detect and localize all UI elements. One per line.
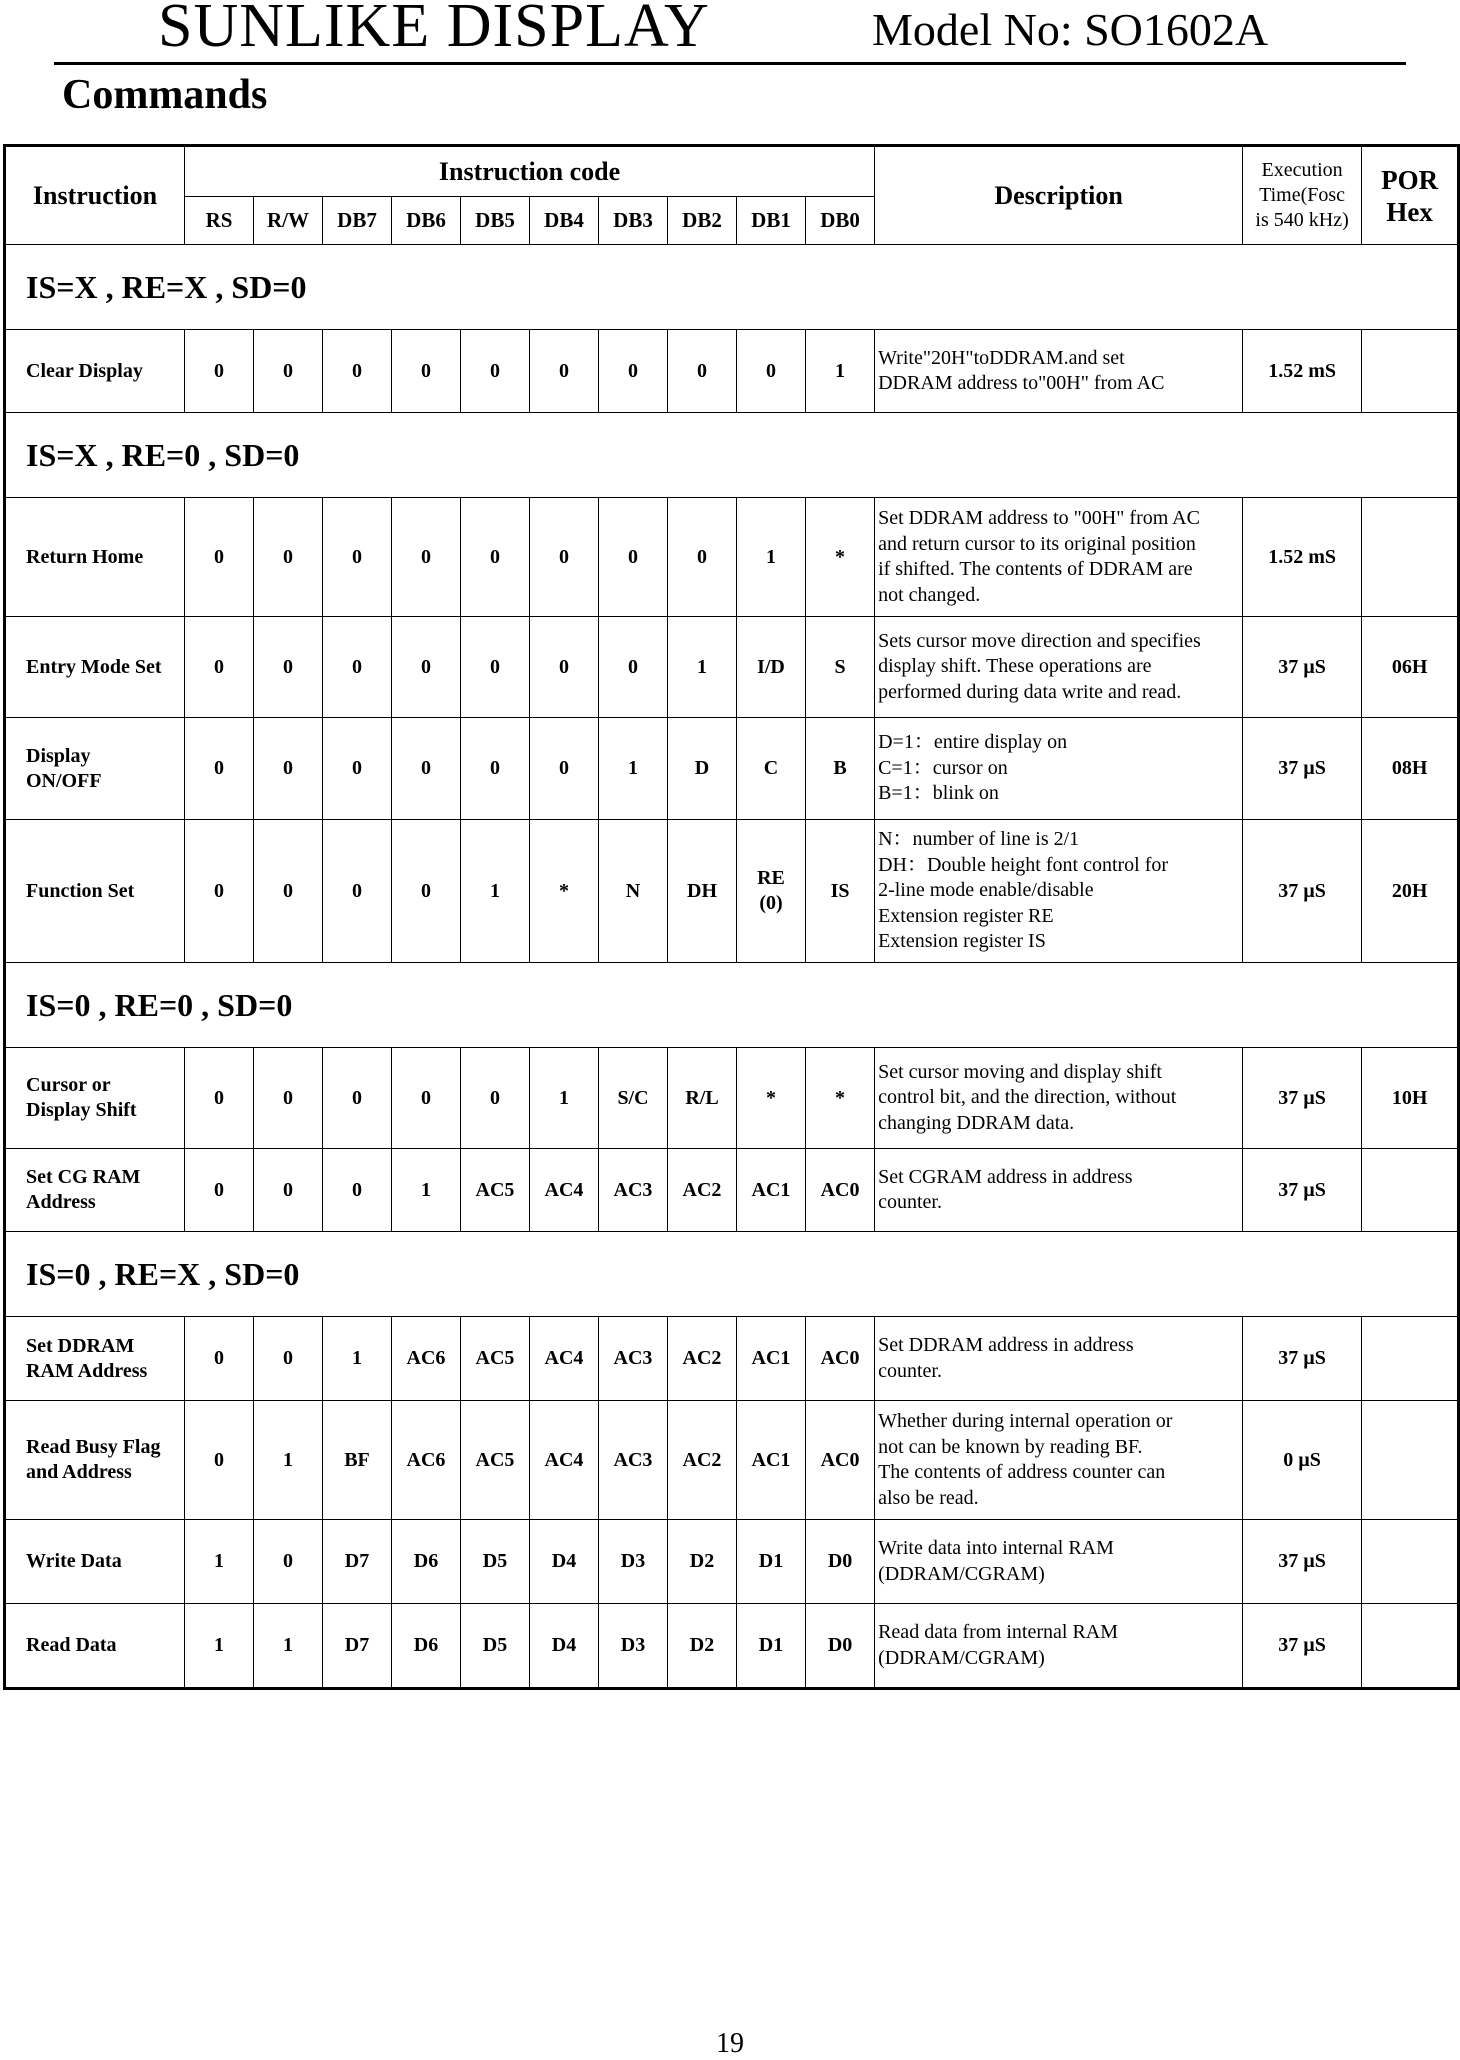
section-mode-label: IS=0 , RE=X , SD=0 — [5, 1232, 1459, 1317]
header-description: Description — [875, 146, 1243, 245]
bit-cell: D2 — [668, 1520, 737, 1604]
bit-cell: AC5 — [461, 1401, 530, 1520]
bit-cell: 1 — [323, 1317, 392, 1401]
bit-header: DB4 — [530, 197, 599, 245]
bit-cell: 0 — [185, 1149, 254, 1232]
bit-cell: AC0 — [806, 1149, 875, 1232]
bit-cell: AC1 — [737, 1401, 806, 1520]
bit-cell: 0 — [668, 330, 737, 413]
bit-cell: AC0 — [806, 1317, 875, 1401]
bit-cell: D4 — [530, 1604, 599, 1689]
bit-cell: 1 — [185, 1520, 254, 1604]
bit-cell: AC4 — [530, 1317, 599, 1401]
bit-cell: 0 — [185, 1048, 254, 1149]
bit-cell: 0 — [530, 498, 599, 617]
description-cell: D=1：entire display on C=1：cursor on B=1：blink on — [875, 718, 1243, 820]
bit-cell: D6 — [392, 1604, 461, 1689]
bit-cell: 0 — [185, 718, 254, 820]
bit-cell: 0 — [530, 617, 599, 718]
bit-cell: 0 — [392, 330, 461, 413]
bit-cell: D7 — [323, 1604, 392, 1689]
bit-header: DB0 — [806, 197, 875, 245]
bit-cell: 0 — [254, 1317, 323, 1401]
bit-cell: 1 — [806, 330, 875, 413]
bit-cell: 0 — [530, 330, 599, 413]
bit-cell: 0 — [323, 1048, 392, 1149]
bit-cell: AC2 — [668, 1149, 737, 1232]
execution-time-cell: 37 µS — [1243, 820, 1362, 963]
table-row — [5, 718, 1459, 820]
execution-time-cell: 37 µS — [1243, 718, 1362, 820]
table-row — [5, 498, 1459, 617]
bit-cell: * — [806, 1048, 875, 1149]
bit-cell: AC5 — [461, 1149, 530, 1232]
instruction-name: Return Home — [5, 498, 185, 617]
bit-cell: 1 — [599, 718, 668, 820]
por-hex-cell: 10H — [1362, 1048, 1459, 1149]
bit-cell: IS — [806, 820, 875, 963]
por-hex-cell — [1362, 1604, 1459, 1689]
bit-cell: D5 — [461, 1604, 530, 1689]
por-hex-cell — [1362, 1401, 1459, 1520]
bit-header: R/W — [254, 197, 323, 245]
bit-cell: 0 — [323, 617, 392, 718]
bit-cell: AC3 — [599, 1317, 668, 1401]
bit-cell: 0 — [392, 498, 461, 617]
bit-cell: 0 — [185, 617, 254, 718]
bit-cell: D2 — [668, 1604, 737, 1689]
bit-cell: D7 — [323, 1520, 392, 1604]
execution-time-cell: 37 µS — [1243, 617, 1362, 718]
bit-cell: AC2 — [668, 1401, 737, 1520]
execution-time-cell: 1.52 mS — [1243, 330, 1362, 413]
instruction-name: Read Busy Flag and Address — [5, 1401, 185, 1520]
section-mode-label: IS=X , RE=X , SD=0 — [5, 245, 1459, 330]
bit-header: DB3 — [599, 197, 668, 245]
bit-cell: AC3 — [599, 1401, 668, 1520]
bit-header: RS — [185, 197, 254, 245]
section-mode-label: IS=0 , RE=0 , SD=0 — [5, 963, 1459, 1048]
por-hex-cell: 08H — [1362, 718, 1459, 820]
header-por-hex: POR Hex — [1362, 146, 1459, 245]
header-execution-time: Execution Time(Fosc is 540 kHz) — [1243, 146, 1362, 245]
table-row — [5, 617, 1459, 718]
header-instruction-code: Instruction code — [185, 146, 875, 197]
bit-cell: 0 — [323, 1149, 392, 1232]
por-hex-cell — [1362, 1317, 1459, 1401]
bit-cell: AC5 — [461, 1317, 530, 1401]
bit-cell: AC4 — [530, 1149, 599, 1232]
bit-cell: 1 — [737, 498, 806, 617]
bit-cell: 0 — [392, 617, 461, 718]
bit-cell: * — [530, 820, 599, 963]
table-row — [5, 1317, 1459, 1401]
bit-cell: * — [737, 1048, 806, 1149]
por-hex-cell — [1362, 498, 1459, 617]
bit-cell: AC1 — [737, 1149, 806, 1232]
bit-cell: 0 — [254, 1520, 323, 1604]
bit-cell: AC6 — [392, 1401, 461, 1520]
execution-time-cell: 37 µS — [1243, 1520, 1362, 1604]
description-cell: Whether during internal operation or not can be known by reading BF. The contents of address counter can also be read. — [875, 1401, 1243, 1520]
table-row — [5, 1149, 1459, 1232]
bit-cell: 0 — [185, 820, 254, 963]
bit-cell: AC1 — [737, 1317, 806, 1401]
bit-cell: S/C — [599, 1048, 668, 1149]
instruction-name: Read Data — [5, 1604, 185, 1689]
bit-cell: 1 — [254, 1604, 323, 1689]
bit-cell: 0 — [323, 330, 392, 413]
bit-cell: 0 — [323, 820, 392, 963]
model-number: Model No: SO1602A — [872, 4, 1269, 55]
execution-time-cell: 37 µS — [1243, 1317, 1362, 1401]
bit-cell: AC3 — [599, 1149, 668, 1232]
bit-cell: 0 — [530, 718, 599, 820]
description-cell: Set CGRAM address in address counter. — [875, 1149, 1243, 1232]
bit-cell: 0 — [461, 1048, 530, 1149]
por-hex-cell: 06H — [1362, 617, 1459, 718]
brand-title: SUNLIKE DISPLAY — [158, 0, 710, 60]
bit-cell: D — [668, 718, 737, 820]
description-cell: Read data from internal RAM (DDRAM/CGRAM) — [875, 1604, 1243, 1689]
bit-cell: AC4 — [530, 1401, 599, 1520]
description-cell: Write"20H"toDDRAM.and set DDRAM address to"00H" from AC — [875, 330, 1243, 413]
instruction-name: Set DDRAM RAM Address — [5, 1317, 185, 1401]
bit-cell: 0 — [737, 330, 806, 413]
instruction-name: Function Set — [5, 820, 185, 963]
bit-header: DB2 — [668, 197, 737, 245]
bit-cell: D0 — [806, 1520, 875, 1604]
bit-cell: 0 — [185, 1317, 254, 1401]
section-title: Commands — [62, 72, 268, 118]
bit-cell: 0 — [668, 498, 737, 617]
description-cell: Set DDRAM address to "00H" from AC and return cursor to its original position if shifted. The contents of DDRAM are not changed. — [875, 498, 1243, 617]
instruction-name: Write Data — [5, 1520, 185, 1604]
bit-cell: AC2 — [668, 1317, 737, 1401]
bit-cell: RE (0) — [737, 820, 806, 963]
bit-cell: 0 — [461, 718, 530, 820]
table-row — [5, 1048, 1459, 1149]
description-cell: Write data into internal RAM (DDRAM/CGRAM) — [875, 1520, 1243, 1604]
execution-time-cell: 37 µS — [1243, 1149, 1362, 1232]
description-cell: Set DDRAM address in address counter. — [875, 1317, 1243, 1401]
bit-header: DB1 — [737, 197, 806, 245]
bit-cell: 0 — [254, 820, 323, 963]
table-row — [5, 820, 1459, 963]
bit-cell: 0 — [254, 330, 323, 413]
description-cell: Set cursor moving and display shift control bit, and the direction, without changing DDRAM data. — [875, 1048, 1243, 1149]
bit-cell: 0 — [323, 718, 392, 820]
bit-cell: I/D — [737, 617, 806, 718]
table-row — [5, 1401, 1459, 1520]
execution-time-cell: 0 µS — [1243, 1401, 1362, 1520]
bit-cell: D1 — [737, 1604, 806, 1689]
commands-table — [3, 144, 1460, 1690]
bit-cell: 1 — [392, 1149, 461, 1232]
bit-cell: D6 — [392, 1520, 461, 1604]
bit-cell: 0 — [254, 1149, 323, 1232]
execution-time-cell: 37 µS — [1243, 1048, 1362, 1149]
por-hex-cell: 20H — [1362, 820, 1459, 963]
instruction-name: Entry Mode Set — [5, 617, 185, 718]
por-hex-cell — [1362, 330, 1459, 413]
bit-cell: 0 — [461, 617, 530, 718]
bit-cell: 0 — [599, 498, 668, 617]
bit-cell: 0 — [323, 498, 392, 617]
bit-cell: 0 — [254, 498, 323, 617]
bit-header: DB5 — [461, 197, 530, 245]
bit-cell: 0 — [254, 617, 323, 718]
bit-cell: 1 — [668, 617, 737, 718]
bit-cell: 0 — [599, 617, 668, 718]
bit-cell: 0 — [461, 330, 530, 413]
description-cell: Sets cursor move direction and specifies display shift. These operations are performed during data write and read. — [875, 617, 1243, 718]
description-cell: N：number of line is 2/1 DH：Double height font control for 2-line mode enable/disable Extension register RE Extension register IS — [875, 820, 1243, 963]
bit-cell: AC0 — [806, 1401, 875, 1520]
bit-cell: R/L — [668, 1048, 737, 1149]
bit-cell: D4 — [530, 1520, 599, 1604]
instruction-name: Clear Display — [5, 330, 185, 413]
instruction-name: Cursor or Display Shift — [5, 1048, 185, 1149]
bit-cell: 0 — [254, 1048, 323, 1149]
page-number: 19 — [716, 2028, 744, 2059]
bit-cell: 1 — [461, 820, 530, 963]
bit-header: DB7 — [323, 197, 392, 245]
table-row — [5, 1520, 1459, 1604]
bit-cell: 0 — [392, 718, 461, 820]
instruction-name: Set CG RAM Address — [5, 1149, 185, 1232]
bit-cell: 1 — [254, 1401, 323, 1520]
bit-cell: B — [806, 718, 875, 820]
bit-cell: D0 — [806, 1604, 875, 1689]
bit-cell: 0 — [185, 330, 254, 413]
bit-cell: DH — [668, 820, 737, 963]
header-divider — [54, 62, 1406, 65]
bit-cell: 1 — [185, 1604, 254, 1689]
execution-time-cell: 1.52 mS — [1243, 498, 1362, 617]
bit-cell: D3 — [599, 1604, 668, 1689]
instruction-name: Display ON/OFF — [5, 718, 185, 820]
execution-time-cell: 37 µS — [1243, 1604, 1362, 1689]
bit-cell: AC6 — [392, 1317, 461, 1401]
bit-cell: D3 — [599, 1520, 668, 1604]
table-row — [5, 1604, 1459, 1689]
bit-cell: * — [806, 498, 875, 617]
header-instruction: Instruction — [5, 146, 185, 245]
bit-cell: 0 — [461, 498, 530, 617]
bit-cell: 0 — [254, 718, 323, 820]
bit-cell: 0 — [392, 820, 461, 963]
por-hex-cell — [1362, 1520, 1459, 1604]
bit-cell: BF — [323, 1401, 392, 1520]
bit-cell: N — [599, 820, 668, 963]
bit-cell: 1 — [530, 1048, 599, 1149]
bit-cell: D5 — [461, 1520, 530, 1604]
bit-cell: 0 — [599, 330, 668, 413]
table-row — [5, 330, 1459, 413]
bit-header: DB6 — [392, 197, 461, 245]
bit-cell: S — [806, 617, 875, 718]
bit-cell: 0 — [392, 1048, 461, 1149]
bit-cell: C — [737, 718, 806, 820]
bit-cell: 0 — [185, 498, 254, 617]
section-mode-label: IS=X , RE=0 , SD=0 — [5, 413, 1459, 498]
bit-cell: 0 — [185, 1401, 254, 1520]
por-hex-cell — [1362, 1149, 1459, 1232]
bit-cell: D1 — [737, 1520, 806, 1604]
